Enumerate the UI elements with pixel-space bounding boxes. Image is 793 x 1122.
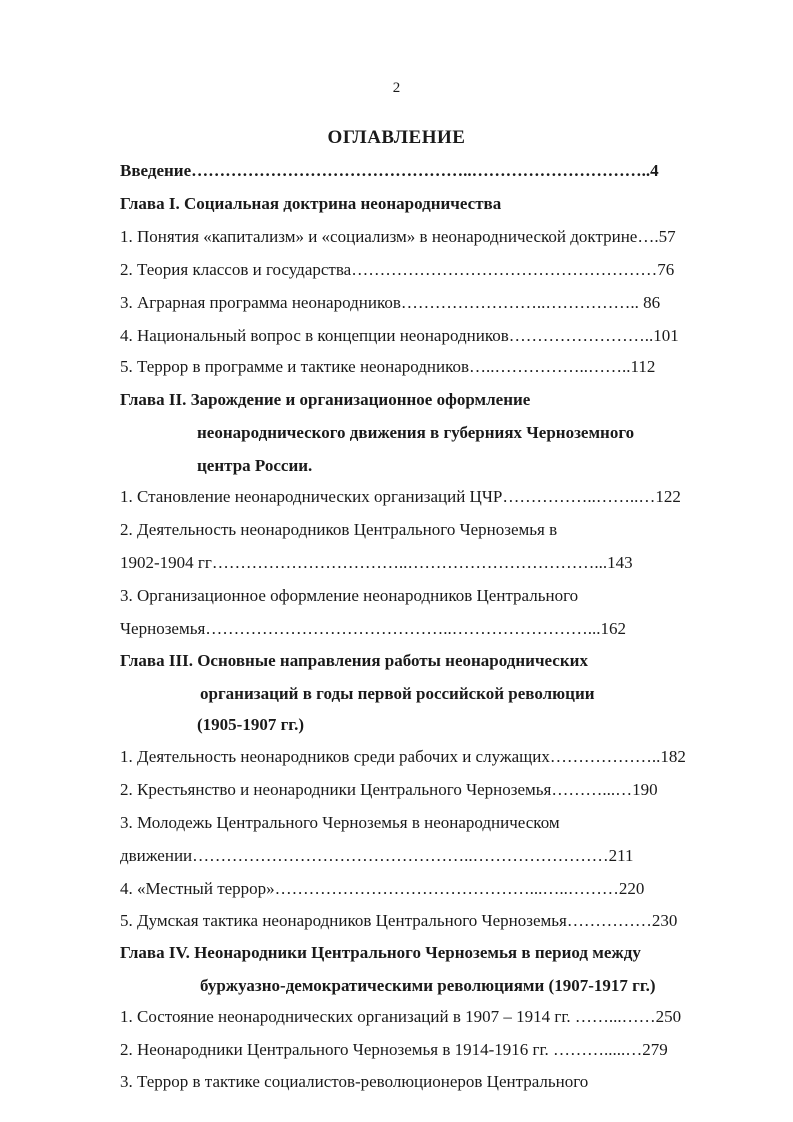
toc-line: 3. Молодежь Центрального Черноземья в неонародническом (120, 813, 560, 832)
toc-chapter-heading: Глава IV. Неонародники Центрального Черноземья в период между (120, 943, 641, 962)
toc-chapter-heading: Глава III. Основные направления работы неонароднических (120, 651, 588, 670)
page-number: 2 (392, 80, 401, 96)
toc-line: 3. Террор в тактике социалистов-революционеров Центрального (120, 1072, 589, 1091)
toc-chapter-heading: центра России. (197, 456, 313, 475)
toc-chapter-heading: неонароднического движения в губерниях Черноземного (197, 423, 635, 442)
toc-line: 2. Деятельность неонародников Центрального Черноземья в (120, 520, 558, 539)
toc-line: Черноземья……………………………………..……………………...162 (120, 619, 627, 638)
toc-line: 4. Национальный вопрос в концепции неонародников……………………..101 (120, 326, 679, 345)
toc-line: Введение…………………………………………..…………………………..4 (120, 161, 659, 180)
toc-line: 1. Становление неонароднических организаций ЦЧР……………..……..…122 (120, 487, 681, 506)
toc-line: 2. Крестьянство и неонародники Центрального Черноземья………...…190 (120, 780, 658, 799)
toc-line: 2. Неонародники Центрального Черноземья в 1914-1916 гг. ……….....…279 (120, 1040, 668, 1059)
toc-line: 3. Организационное оформление неонародников Центрального (120, 586, 579, 605)
toc-chapter-heading: Глава I. Социальная доктрина неонародничества (120, 194, 502, 213)
toc-chapter-heading: (1905-1907 гг.) (197, 715, 305, 734)
toc-line: 2. Теория классов и государства………………………………………………76 (120, 260, 675, 279)
toc-line: 3. Аграрная программа неонародников……………………..…………….. 86 (120, 293, 661, 312)
toc-line: 1. Состояние неонароднических организаций в 1907 – 1914 гг. ……...……250 (120, 1007, 682, 1026)
toc-line: 1902-1904 гг……………………………..……………………………...143 (120, 553, 633, 572)
toc-line: 5. Думская тактика неонародников Центрального Черноземья……………230 (120, 911, 678, 930)
page-title: ОГЛАВЛЕНИЕ (327, 127, 466, 148)
toc-chapter-heading: Глава II. Зарождение и организационное оформление (120, 390, 531, 409)
toc-line: движении…………………………………………..……………………211 (120, 846, 634, 865)
toc-line: 4. «Местный террор»………………………………………...…..………220 (120, 879, 645, 898)
toc-line: 1. Понятия «капитализм» и «социализм» в неонароднической доктрине….57 (120, 227, 676, 246)
toc-line: 1. Деятельность неонародников среди рабочих и служащих………………..182 (120, 747, 686, 766)
toc-line: 5. Террор в программе и тактике неонародников…..……………..……..112 (120, 357, 656, 376)
toc-chapter-heading: буржуазно-демократическими революциями (1907-1917 гг.) (200, 976, 656, 995)
toc-chapter-heading: организаций в годы первой российской революции (200, 684, 595, 703)
